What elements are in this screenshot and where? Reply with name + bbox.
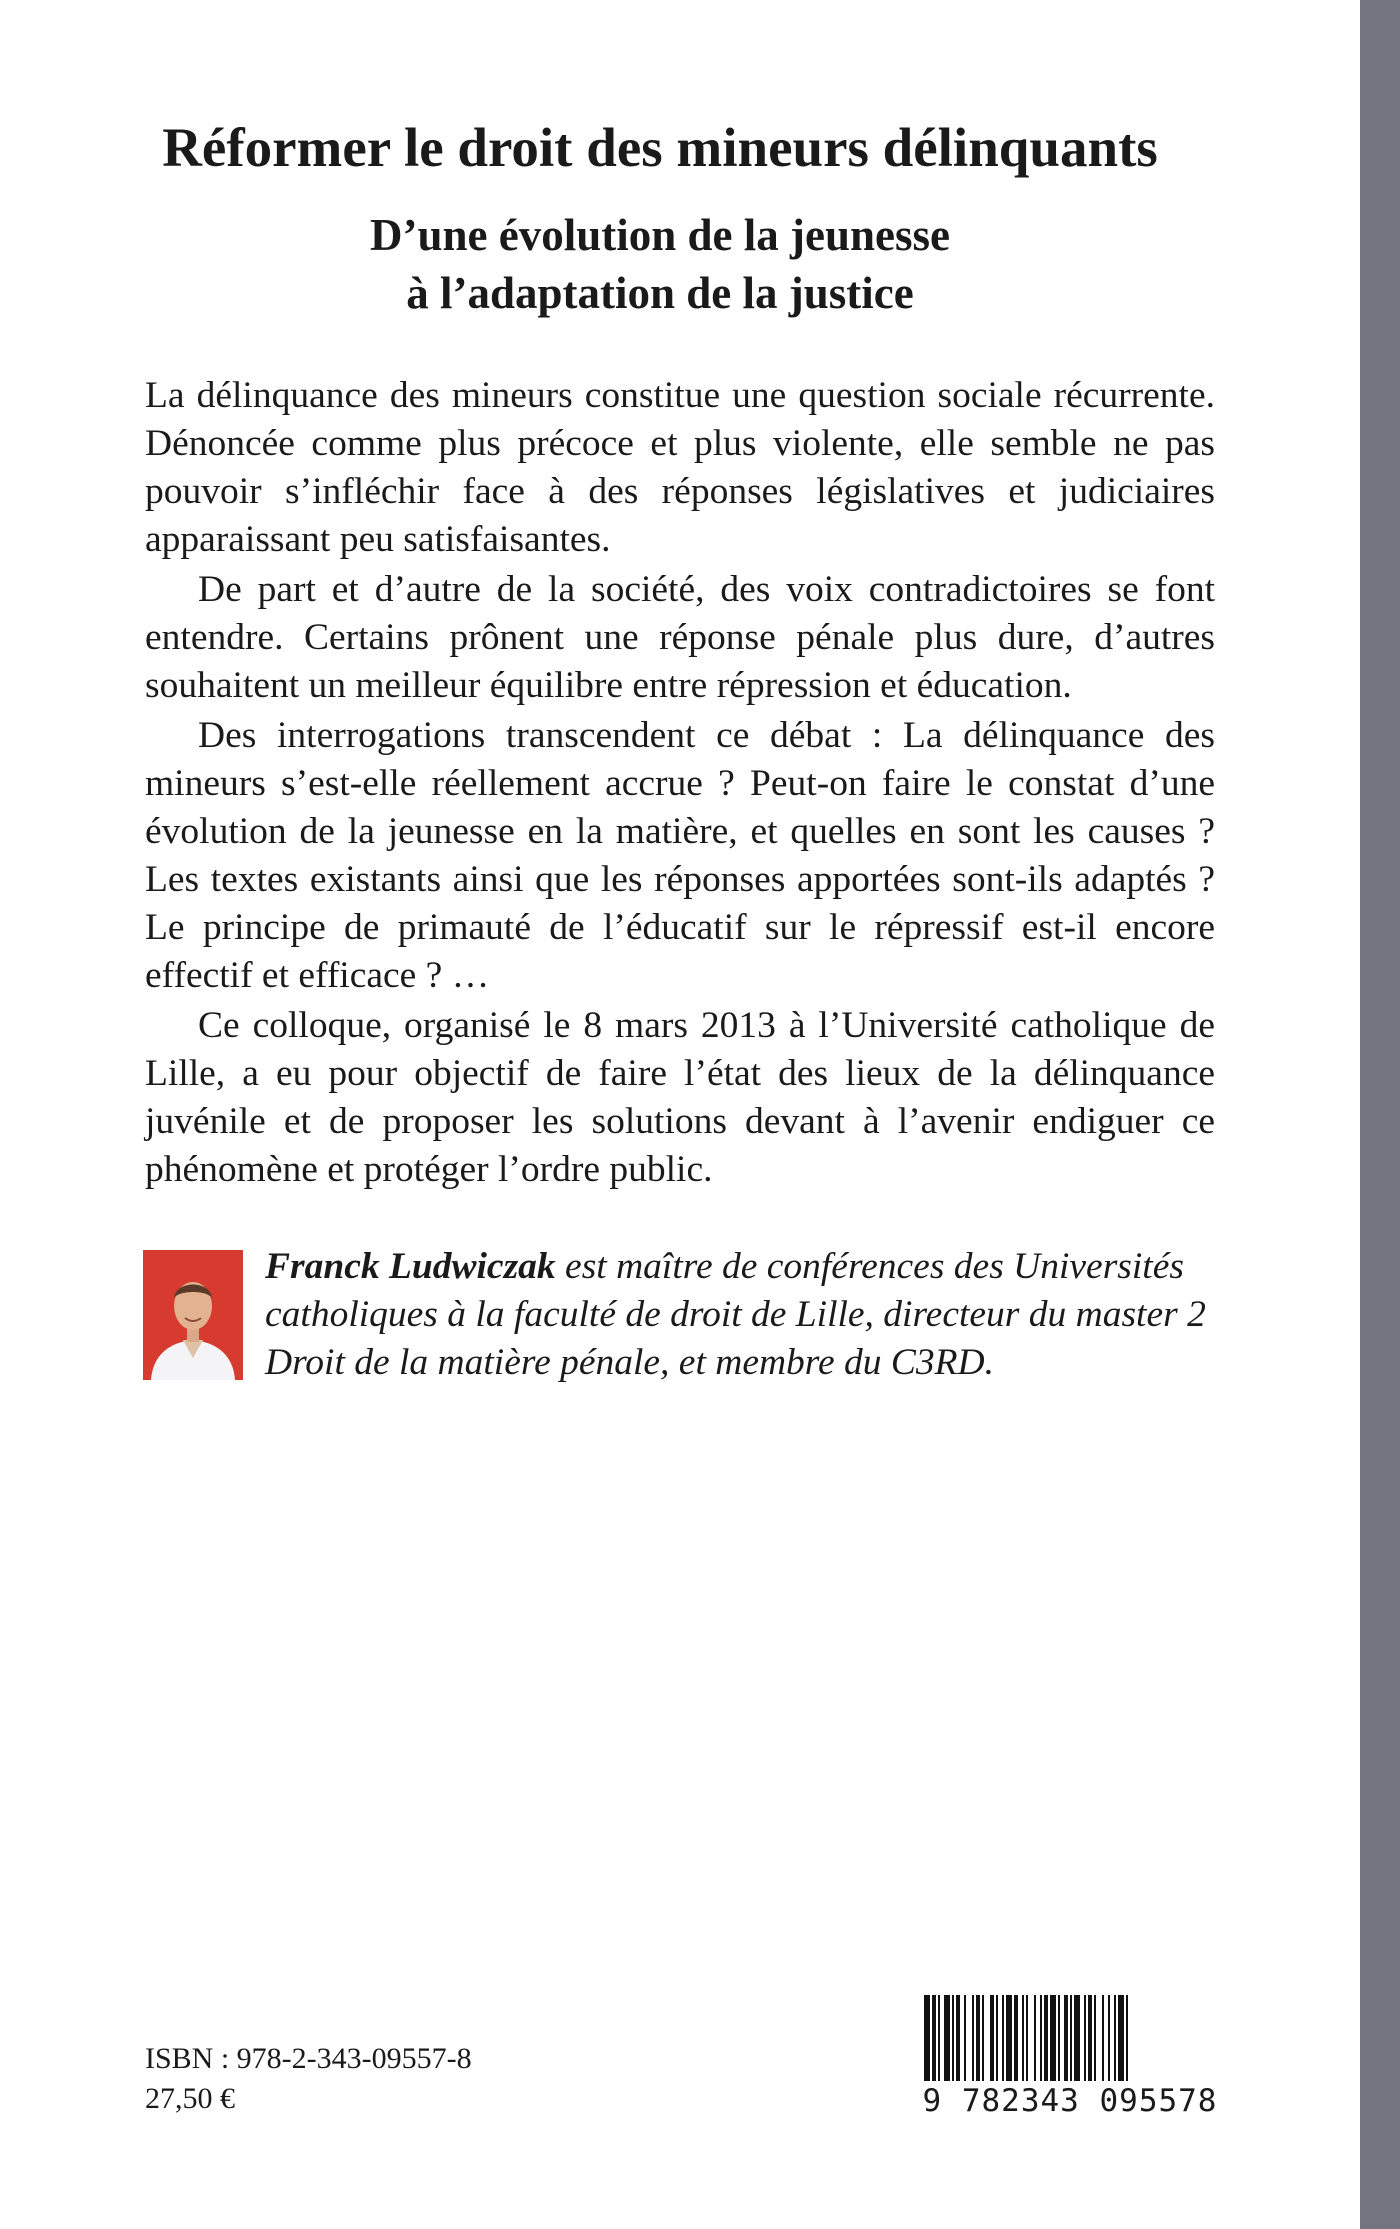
blurb-paragraph: La délinquance des mineurs constitue une question sociale récurrente. Dénoncée comme plus précoce et plus violente, elle semble ne pas pouvoir s’infléchir face à des réponses législatives et judiciaires apparaissant peu satisfaisantes. xyxy=(145,375,1215,560)
blurb-paragraph: Des interrogations transcendent ce débat : La délinquance des mineurs s’est-elle réellement accrue ? Peut-on faire le constat d’une évolution de la jeunesse en la matière, et quelles en sont les causes ? Les textes existants ainsi que les réponses apportées sont-ils adaptés ? Le principe de primauté de l’éducatif sur le répressif est-il encore effectif et efficace ? … xyxy=(145,715,1215,996)
barcode-bar xyxy=(1040,1995,1042,2081)
barcode-bar xyxy=(1002,1995,1004,2081)
barcode-bar xyxy=(1034,1995,1036,2081)
author-name: Franck Ludwiczak xyxy=(265,1246,556,1287)
barcode-bar xyxy=(1118,1995,1124,2081)
blurb xyxy=(145,372,1215,1196)
barcode-digits: 9 782343 095578 xyxy=(922,2083,1218,2119)
barcode-bar xyxy=(990,1995,994,2081)
barcode-bar xyxy=(952,1995,954,2081)
barcode-bar xyxy=(1050,1995,1056,2081)
barcode-bar xyxy=(924,1995,930,2081)
barcode-bar xyxy=(996,1995,998,2081)
barcode-bar xyxy=(1094,1995,1096,2081)
barcode-bar xyxy=(1084,1995,1086,2081)
barcode-bar xyxy=(1044,1995,1048,2081)
blurb-paragraph: De part et d’autre de la société, des voix contradictoires se font entendre. Certains prônent une réponse pénale plus dure, d’autres souhaitent un meilleur équilibre entre répression et éducation. xyxy=(145,569,1215,706)
author-description: est maître de conférences des Universités catholiques à la faculté de droit de Lille, directeur du master 2 Droit de la matière pénale, et membre du C3RD. xyxy=(265,1246,1206,1383)
barcode-bar xyxy=(982,1995,984,2081)
barcode-bar xyxy=(1014,1995,1018,2081)
subtitle-line-2: à l’adaptation de la justice xyxy=(406,268,914,318)
barcode-bar xyxy=(1102,1995,1104,2081)
barcode-bar xyxy=(1006,1995,1012,2081)
barcode-bar xyxy=(1070,1995,1072,2081)
barcode-bar xyxy=(1074,1995,1080,2081)
barcode-bar xyxy=(932,1995,936,2081)
barcode-bar xyxy=(1088,1995,1092,2081)
author-bio xyxy=(265,1243,1225,1387)
book-spine xyxy=(1360,0,1400,2229)
barcode-bar xyxy=(1022,1995,1024,2081)
barcode-bar xyxy=(972,1995,974,2081)
barcode-bar xyxy=(1026,1995,1028,2081)
book-subtitle xyxy=(100,206,1220,322)
barcode-bar xyxy=(976,1995,980,2081)
barcode-bar xyxy=(1064,1995,1068,2081)
barcode-bar xyxy=(956,1995,960,2081)
barcode-bar xyxy=(1108,1995,1110,2081)
barcode-bar xyxy=(1058,1995,1060,2081)
book-title: Réformer le droit des mineurs délinquants xyxy=(162,117,1158,178)
author-photo xyxy=(143,1250,243,1380)
barcode-bar xyxy=(938,1995,940,2081)
isbn: ISBN : 978-2-343-09557-8 xyxy=(145,2042,472,2075)
barcode-bar xyxy=(944,1995,950,2081)
barcode-bar xyxy=(964,1995,966,2081)
price: 27,50 € xyxy=(145,2082,235,2115)
barcode-bar xyxy=(1126,1995,1128,2081)
blurb-paragraph: Ce colloque, organisé le 8 mars 2013 à l’Université catholique de Lille, a eu pour objectif de faire l’état des lieux de la délinquance juvénile et de proposer les solutions devant à l’avenir endiguer ce phénomène et protéger l’ordre public. xyxy=(145,1005,1215,1190)
author-portrait-icon xyxy=(143,1250,243,1380)
subtitle-line-1: D’une évolution de la jeunesse xyxy=(369,210,950,260)
barcode-bar xyxy=(1114,1995,1116,2081)
